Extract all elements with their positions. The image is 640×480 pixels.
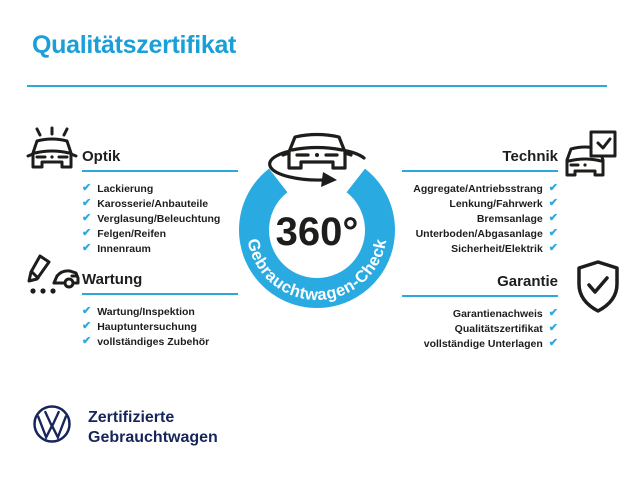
check-icon: ✔ [82,212,92,224]
car-360-rotation-icon [270,135,364,188]
item-label: Lenkung/Fahrwerk [449,197,543,210]
check-icon: ✔ [548,197,558,209]
section-technik-rule [402,170,558,172]
car-shine-icon [24,126,80,187]
item-label: Garantienachweis [452,307,543,320]
check-icon: ✔ [82,197,92,209]
section-garantie-rule [402,295,558,297]
vw-logo [32,404,72,444]
section-technik-title: Technik [502,148,558,165]
check-icon: ✔ [82,227,92,239]
check-icon: ✔ [82,320,92,332]
list-item [82,211,238,226]
section-technik [402,147,558,256]
list-item [402,226,558,241]
check-icon: ✔ [548,212,558,224]
item-label: Qualitätszertifikat [454,322,543,335]
list-item [402,211,558,226]
list-item [402,336,558,351]
item-label: Karosserie/Anbauteile [97,197,209,210]
check-icon: ✔ [82,242,92,254]
item-label: Hauptuntersuchung [97,320,197,333]
item-label: Lackierung [97,182,154,195]
list-item [402,306,558,321]
list-item [82,334,238,349]
list-item [402,241,558,256]
list-item [82,226,238,241]
item-label: Bremsanlage [476,212,543,225]
list-item [82,196,238,211]
header-divider [27,85,607,87]
section-garantie [402,272,558,351]
check-icon: ✔ [82,335,92,347]
ring-label: Gebrauchtwagen-Check [243,236,391,305]
list-item [402,196,558,211]
item-label: vollständige Unterlagen [423,337,543,350]
item-label: Sicherheit/Elektrik [451,242,543,255]
section-wartung-rule [82,293,238,295]
section-wartung-title: Wartung [82,271,143,288]
brand-text [88,408,218,448]
brand-line2: Gebrauchtwagen [88,429,218,446]
section-optik-title: Optik [82,148,121,165]
check-icon: ✔ [548,227,558,239]
car-checkbox-icon [561,128,619,189]
shield-check-icon [575,260,621,319]
item-label: Unterboden/Abgasanlage [415,227,543,240]
page-title: Qualitätszertifikat [32,31,237,59]
list-item [402,181,558,196]
list-item [402,321,558,336]
list-item [82,304,238,319]
check-icon: ✔ [82,182,92,194]
item-label: Verglasung/Beleuchtung [97,212,221,225]
item-label: Aggregate/Antriebsstrang [413,182,543,195]
check-icon: ✔ [548,322,558,334]
check-icon: ✔ [548,307,558,319]
section-optik [82,147,238,256]
service-checklist-icon [24,253,80,314]
check-icon: ✔ [548,182,558,194]
item-label: vollständiges Zubehör [97,335,210,348]
check-icon: ✔ [82,305,92,317]
degrees-label: 360° [275,210,359,254]
check-icon: ✔ [548,242,558,254]
section-wartung [82,270,238,349]
section-optik-rule [82,170,238,172]
list-item [82,319,238,334]
list-item [82,181,238,196]
item-label: Innenraum [97,242,151,255]
brand-line1: Zertifizierte [88,409,175,426]
item-label: Wartung/Inspektion [97,305,195,318]
item-label: Felgen/Reifen [97,227,167,240]
check-icon: ✔ [548,337,558,349]
list-item [82,241,238,256]
section-garantie-title: Garantie [497,273,558,290]
